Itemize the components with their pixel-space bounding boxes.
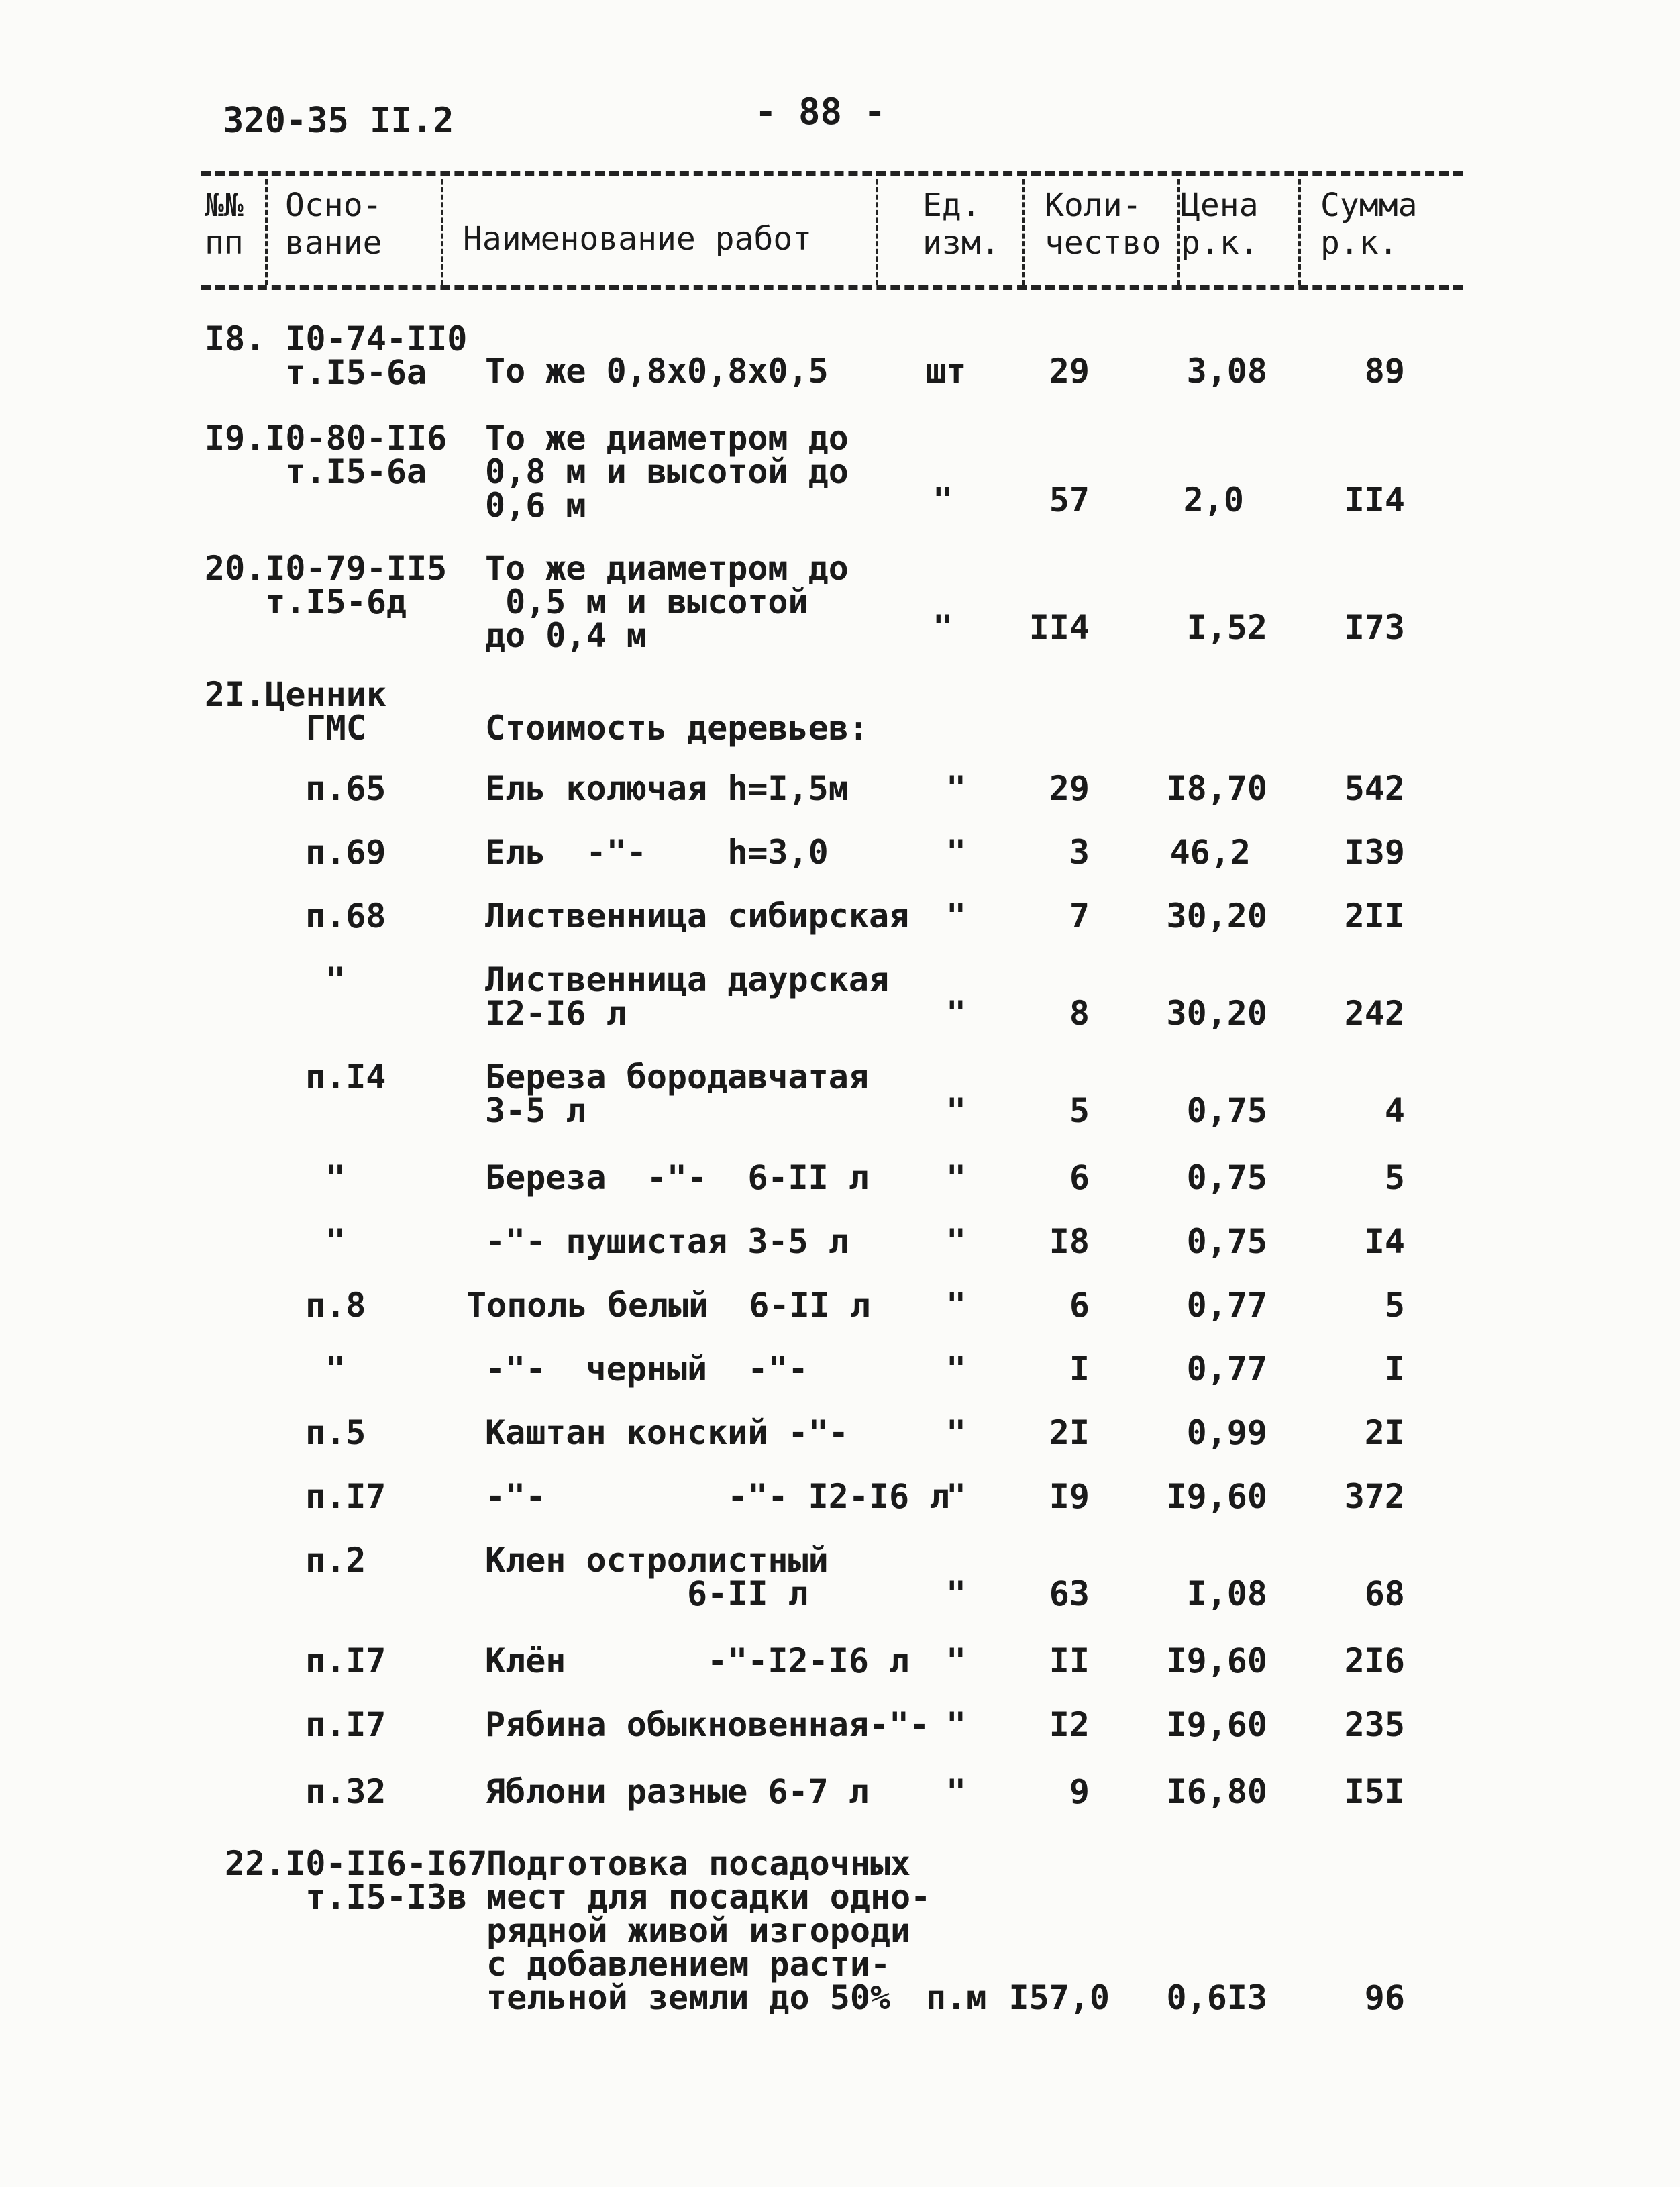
row-price: 0,75 <box>1186 1222 1267 1261</box>
row-qty: 6 <box>1069 1286 1090 1325</box>
row-unit: " <box>946 897 967 935</box>
col-divider-2 <box>441 171 443 285</box>
row-sum: 242 <box>1344 994 1405 1033</box>
col-header-sum: Сумма р.к. <box>1320 187 1418 262</box>
row-unit: " <box>946 1705 967 1744</box>
row-price: I8,70 <box>1166 769 1267 808</box>
row-unit: п.м <box>926 1978 987 2017</box>
row-price: 0,77 <box>1186 1350 1267 1388</box>
row-unit: " <box>946 1158 967 1197</box>
row-sum: I39 <box>1344 833 1405 872</box>
col-header-unit: Ед. изм. <box>923 187 1000 262</box>
page-number: - 88 - <box>755 91 886 133</box>
row-unit: " <box>946 833 967 872</box>
row-qty: II4 <box>1029 608 1090 647</box>
row-basis: 2I.Ценник ГМС <box>205 675 386 748</box>
row-price: I9,60 <box>1166 1477 1267 1516</box>
row-name: Ель колючая h=I,5м <box>485 769 849 808</box>
row-price: 0,99 <box>1186 1413 1267 1452</box>
row-qty: 2I <box>1049 1413 1090 1452</box>
row-name: Тополь белый 6-II л <box>466 1286 871 1325</box>
row-qty: II <box>1049 1641 1090 1680</box>
row-qty: 29 <box>1049 769 1090 808</box>
row-name: То же диаметром до 0,5 м и высотой до 0,4 м <box>485 549 849 655</box>
col-header-no: №№ пп <box>205 187 244 262</box>
row-basis: п.I7 <box>305 1641 386 1680</box>
row-price: 0,75 <box>1186 1091 1267 1130</box>
row-basis: 20.I0-79-II5 т.I5-6д <box>205 549 448 621</box>
row-sum: I <box>1384 1350 1405 1388</box>
row-sum: 235 <box>1344 1705 1405 1744</box>
row-qty: 9 <box>1069 1772 1090 1811</box>
col-header-basis: Осно- вание <box>285 187 382 262</box>
row-price: 46,2 <box>1169 833 1251 872</box>
row-sum: 372 <box>1344 1477 1405 1516</box>
row-name: Клён -"-I2-I6 л <box>485 1641 910 1680</box>
row-unit: " <box>946 1286 967 1325</box>
row-unit: " <box>946 1477 967 1516</box>
row-unit: " <box>933 480 953 519</box>
col-divider-6 <box>1298 171 1301 285</box>
row-sum: 2I6 <box>1344 1641 1405 1680</box>
row-unit: " <box>946 1222 967 1261</box>
row-unit: " <box>946 1772 967 1811</box>
row-name: То же диаметром до 0,8 м и высотой до 0,6 м <box>485 419 849 525</box>
row-qty: 29 <box>1049 352 1090 391</box>
row-price: I9,60 <box>1166 1641 1267 1680</box>
col-divider-1 <box>265 171 268 285</box>
row-price: I6,80 <box>1166 1772 1267 1811</box>
row-qty: 57 <box>1049 480 1090 519</box>
document-code: 320-35 II.2 <box>223 101 454 141</box>
row-name: Ель -"- h=3,0 <box>485 833 829 872</box>
row-unit: " <box>946 1641 967 1680</box>
row-qty: I9 <box>1049 1477 1090 1516</box>
row-name: -"- -"- I2-I6 л <box>485 1477 950 1516</box>
row-price: 30,20 <box>1166 994 1267 1033</box>
row-basis: " <box>325 960 346 999</box>
row-basis: п.I4 <box>305 1058 386 1097</box>
row-basis: п.65 <box>305 769 386 808</box>
row-basis: п.8 <box>305 1286 366 1325</box>
row-sum: 5 <box>1384 1158 1405 1197</box>
row-basis: I9.I0-80-II6 т.I5-6а <box>205 419 448 491</box>
row-basis: п.69 <box>305 833 386 872</box>
row-sum: I73 <box>1344 608 1405 647</box>
row-name: -"- черный -"- <box>485 1350 808 1388</box>
row-basis: " <box>325 1158 346 1197</box>
row-unit: " <box>946 994 967 1033</box>
row-unit: " <box>946 1413 967 1452</box>
row-price: 30,20 <box>1166 897 1267 935</box>
row-qty: 3 <box>1069 833 1090 872</box>
row-basis: п.32 <box>305 1772 386 1811</box>
row-qty: 63 <box>1049 1574 1090 1613</box>
row-basis: п.2 <box>305 1541 366 1580</box>
row-basis: " <box>325 1350 346 1388</box>
row-name: Лиственница даурская I2-I6 л <box>485 960 890 1033</box>
row-unit: " <box>946 1091 967 1130</box>
table-top-rule <box>201 171 1463 176</box>
row-name: Яблони разные 6-7 л <box>485 1772 869 1811</box>
row-sum: 5 <box>1384 1286 1405 1325</box>
row-sum: 2II <box>1344 897 1405 935</box>
row-basis: п.I7 <box>305 1477 386 1516</box>
row-basis: п.5 <box>305 1413 366 1452</box>
row-qty: 5 <box>1069 1091 1090 1130</box>
col-header-name: Наименование работ <box>463 220 812 258</box>
row-name: То же 0,8х0,8х0,5 <box>485 352 829 391</box>
row-sum: 2I <box>1364 1413 1405 1452</box>
row-sum: 96 <box>1364 1978 1405 2017</box>
row-basis: I8. I0-74-II0 т.I5-6а <box>205 319 468 392</box>
col-header-price: Цена р.к. <box>1181 187 1259 262</box>
row-unit: " <box>946 1574 967 1613</box>
row-name: Рябина обыкновенная-"- <box>485 1705 930 1744</box>
row-price: I,52 <box>1186 608 1267 647</box>
row-unit: " <box>933 608 953 647</box>
row-price: I,08 <box>1186 1574 1267 1613</box>
col-divider-5 <box>1177 171 1180 285</box>
row-sum: 4 <box>1384 1091 1405 1130</box>
row-price: 3,08 <box>1186 352 1267 391</box>
row-basis: п.I7 <box>305 1705 386 1744</box>
table-header-bottom-rule <box>201 285 1463 290</box>
row-sum: I4 <box>1364 1222 1405 1261</box>
row-sum: 68 <box>1364 1574 1405 1613</box>
row-price: I9,60 <box>1166 1705 1267 1744</box>
row-qty: I57,0 <box>1008 1978 1110 2017</box>
row-price: 0,6I3 <box>1166 1978 1267 2017</box>
row-price: 2,0 <box>1183 480 1244 519</box>
row-basis: п.68 <box>305 897 386 935</box>
col-divider-3 <box>876 171 878 285</box>
row-qty: I <box>1069 1350 1090 1388</box>
row-qty: I2 <box>1049 1705 1090 1744</box>
row-name: Клен остролистный 6-II л <box>485 1541 829 1613</box>
row-unit: " <box>946 769 967 808</box>
col-header-qty: Коли- чество <box>1045 187 1161 262</box>
row-name: -"- пушистая 3-5 л <box>485 1222 849 1261</box>
row-sum: 89 <box>1364 352 1405 391</box>
row-price: 0,75 <box>1186 1158 1267 1197</box>
row-sum: II4 <box>1344 480 1405 519</box>
row-basis: 22.I0-II6-I67 т.I5-I3в <box>225 1844 488 1917</box>
col-divider-4 <box>1022 171 1025 285</box>
row-sum: I5I <box>1344 1772 1405 1811</box>
row-unit: " <box>946 1350 967 1388</box>
row-qty: 6 <box>1069 1158 1090 1197</box>
row-unit: шт <box>926 352 967 391</box>
row-qty: 8 <box>1069 994 1090 1033</box>
row-name: Подготовка посадочных мест для посадки одно- рядной живой изгороди с добавлением расти- тельной земли до 50% <box>486 1844 931 2017</box>
row-name: Береза бородавчатая 3-5 л <box>485 1058 869 1130</box>
row-basis: " <box>325 1222 346 1261</box>
section-title: Стоимость деревьев: <box>485 709 869 748</box>
row-name: Береза -"- 6-II л <box>485 1158 869 1197</box>
row-sum: 542 <box>1344 769 1405 808</box>
row-qty: 7 <box>1069 897 1090 935</box>
row-name: Каштан конский -"- <box>485 1413 849 1452</box>
row-qty: I8 <box>1049 1222 1090 1261</box>
row-name: Лиственница сибирская <box>485 897 910 935</box>
row-price: 0,77 <box>1186 1286 1267 1325</box>
